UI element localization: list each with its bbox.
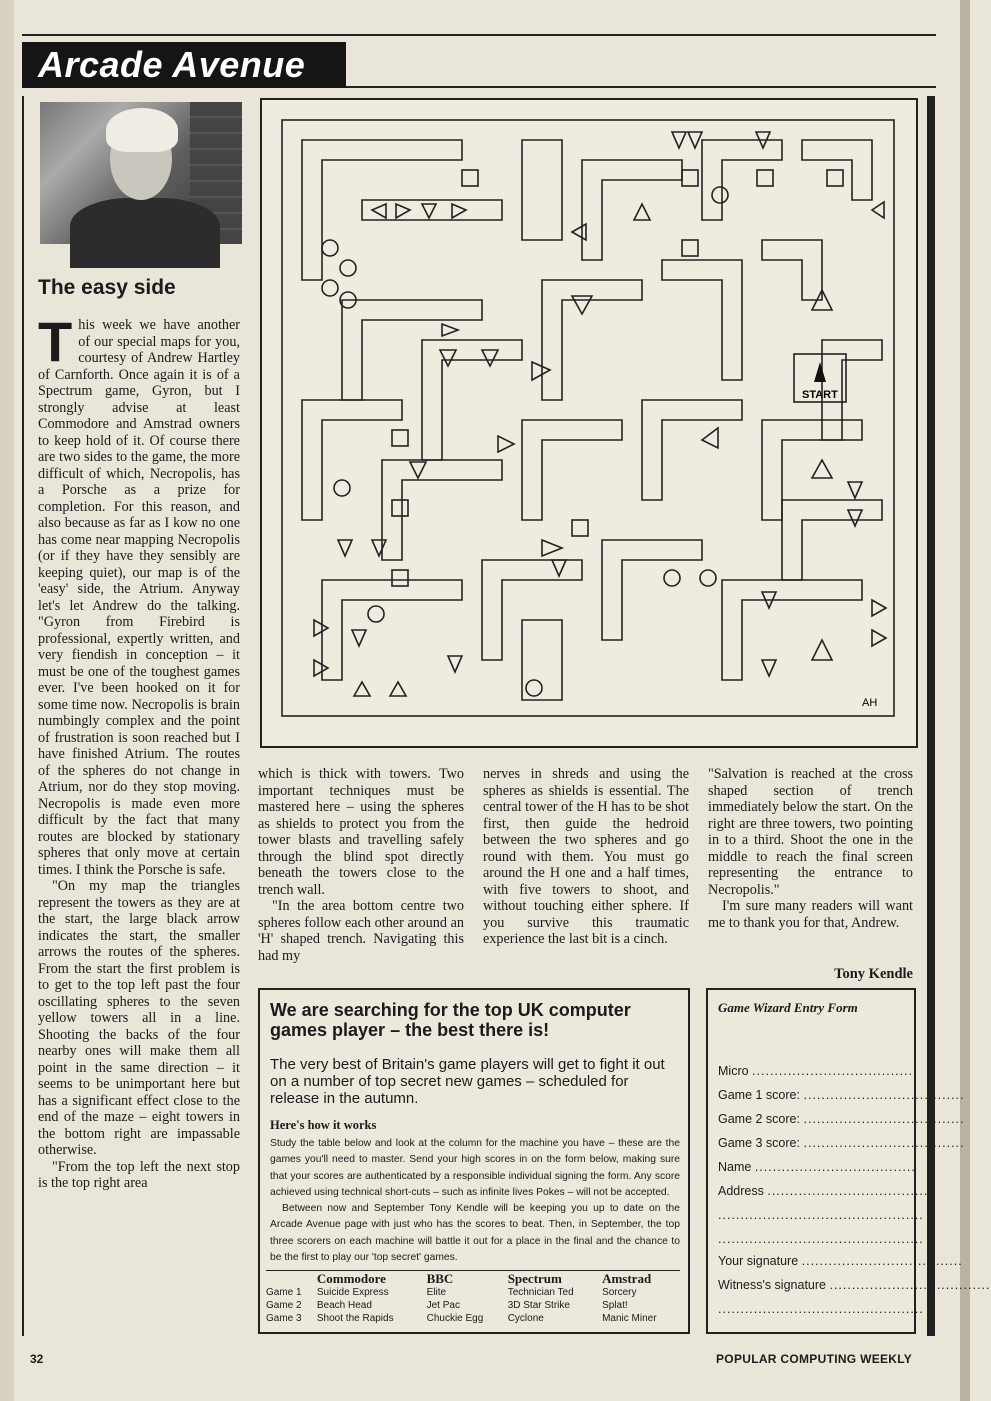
drop-cap: T (38, 310, 73, 373)
article-paragraph: "On my map the triangles represent the towers as they are at the start, the large black arrow indicates the start, the smaller arrows the routes of the spheres. From the start the first problem is to get to the top left past the four oscillating spheres to the seven yellow towers all in a line. Shooting the backs of the four nearby ones will make them all point in the same direction – it seems to be unimportant here but has a significant effect close to the end of the maze – eight towers in the bottom right are impassable otherwise. (38, 878, 240, 1158)
map-credit: AH (862, 697, 878, 709)
start-label: START (802, 389, 838, 401)
entry-form (706, 988, 991, 1334)
table-row (266, 1286, 680, 1299)
table-cell: Splat! (602, 1300, 628, 1311)
address-line-3[interactable]: .............................................. (718, 1232, 924, 1246)
table-cell: Game 2 (266, 1300, 302, 1311)
magazine-name: POPULAR COMPUTING WEEKLY (716, 1352, 913, 1366)
game-3-score-field[interactable]: Game 3 score: .................................... (718, 1136, 965, 1150)
games-table (266, 1272, 680, 1325)
table-cell: Manic Miner (602, 1313, 657, 1324)
header-cell (266, 1272, 317, 1286)
address-line-2[interactable]: .............................................. (718, 1208, 924, 1222)
table-cell: Sorcery (602, 1287, 637, 1298)
table-header-row (266, 1272, 680, 1286)
left-column-rule (22, 96, 24, 1336)
column-title: Arcade Avenue (38, 44, 306, 85)
witness-signature-field[interactable]: Witness's signature .................................... (718, 1278, 991, 1292)
rules-paragraph: Between now and September Tony Kendle will be keeping you up to date on the Arcade Avenue page with just who has the scores to beat. Then, in September, the top three scorers on each machine will battle it out for a place in the final and the chance to be the first to play our 'top secret' games. (270, 1203, 680, 1264)
table-cell: Game 1 (266, 1287, 302, 1298)
address-field[interactable]: Address .................................... (718, 1184, 929, 1198)
author-photo (40, 102, 242, 244)
how-it-works-text (270, 1136, 680, 1266)
table-cell: Elite (426, 1287, 447, 1298)
table-cell: Cyclone (507, 1313, 544, 1324)
byline: Tony Kendle (834, 966, 913, 982)
article-paragraph: "From the top left the next stop is the top right area (38, 1158, 240, 1191)
article-paragraph: "In the area bottom centre two spheres follow each other around an 'H' shaped trench. Navigating this had my (258, 898, 464, 964)
rules-paragraph: Study the table below and look at the column for the machine you have – these are the games you'll need to master. Send your high scores in on the form below, making sure that your scores are authenticated by a responsible individual signing the form. Any score achieved using technical short-cuts – such as infinite lives Pokes – will not be accepted. (270, 1138, 680, 1198)
header-cell: BBC (426, 1271, 454, 1286)
article-column-3 (483, 766, 689, 948)
article-paragraph: his week we have another of our special maps for you, courtesy of Andrew Hartley of Carnforth. Once again it is of a Spectrum game, Gyron, but I strongly advise at least Commodore and Amstrad owners to keep hold of it. Of course there are two sides to the game, the more difficult of which, Necropolis, has a Porsche as a prize for completion. For this reason, and also because as far as I kow no one has come near mapping Necropolis (or if they have they sensibly are keeping quiet), our map is of the 'easy' side, the Atrium. Anyway let's let Andrew do the talking. "Gyron from Firebird is professional, expertly written, and very fiendish in conception – it must be one of the toughest games ever. I've been hooked on it for some time now. Necropolis is brain numbingly complex and the point of frustration is soon reached but I have finished Atrium. The routes of the spheres do not change in Atrium, nor do they stop moving. Necropolis is made even more difficult by the fact that many routes are blocked by stationary spheres that only move at certain times. I think the Porsche is safe. (38, 317, 240, 878)
table-cell: Beach Head (316, 1300, 372, 1311)
article-column-2 (258, 766, 464, 964)
table-cell: Shoot the Rapids (316, 1313, 394, 1324)
competition-title: We are searching for the top UK computer games player – the best there is! (270, 1000, 631, 1040)
name-field[interactable]: Name .................................... (718, 1160, 916, 1174)
right-page-rule (927, 96, 935, 1336)
table-cell: Suicide Express (316, 1287, 389, 1298)
competition-intro: The very best of Britain's game players will get to fight it out on a number of top secret new games – scheduled for release in the autumn. (270, 1056, 665, 1107)
header-cell: Commodore (316, 1271, 386, 1286)
header-cell: Spectrum (507, 1271, 562, 1286)
gyron-maze-map (260, 98, 918, 748)
article-paragraph: nerves in shreds and using the spheres as shields is essential. The central tower of the H has to be shot first, then guide the hedroid between the two spheres and go round with them. You must go around the H one and a half times, with five towers to shoot, and without touching either sphere. If you survive this traumatic experience the last bit is a cinch. (483, 766, 689, 947)
game-2-score-field[interactable]: Game 2 score: .................................... (718, 1112, 965, 1126)
witness-signature-line-2[interactable]: .............................................. (718, 1302, 924, 1316)
page-number: 32 (30, 1352, 44, 1366)
table-cell: Game 3 (266, 1313, 302, 1324)
page-edge-right (960, 0, 970, 1401)
table-row (266, 1299, 680, 1312)
your-signature-field[interactable]: Your signature .................................... (718, 1254, 963, 1268)
table-cell: 3D Star Strike (507, 1300, 570, 1311)
entry-form-title: Game Wizard Entry Form (718, 1000, 858, 1015)
page-edge-left (0, 0, 14, 1401)
table-cell: Chuckie Egg (426, 1313, 484, 1324)
how-it-works-heading: Here's how it works (270, 1118, 377, 1132)
game-1-score-field[interactable]: Game 1 score: .................................... (718, 1088, 965, 1102)
article-paragraph: "Salvation is reached at the cross shaped section of trench immediately below the start. On the right are three towers, two pointing in to a third. Shoot the one in the middle to reach the final screen representing the entrance to Necropolis." (708, 766, 913, 898)
article-paragraph: which is thick with towers. Two important techniques must be mastered here – using the spheres as shields to protect you from the tower blasts and travelling safely through the blind spot directly beneath the towers close to the trench wall. (258, 766, 464, 898)
table-row (266, 1312, 680, 1325)
column-header (22, 42, 346, 88)
article-paragraph: I'm sure many readers will want me to thank you for that, Andrew. (708, 898, 913, 931)
article-column-1 (38, 310, 240, 1192)
competition-box (258, 988, 690, 1334)
section-title: The easy side (38, 276, 176, 299)
top-rule (22, 34, 936, 36)
article-column-4 (708, 766, 913, 931)
header-cell: Amstrad (602, 1271, 652, 1286)
micro-field[interactable]: Micro .................................... (718, 1064, 914, 1078)
table-cell: Jet Pac (426, 1300, 460, 1311)
maze-drawing (262, 100, 916, 746)
table-cell: Technician Ted (507, 1287, 574, 1298)
start-marker (794, 354, 846, 402)
header-rule (346, 86, 936, 88)
